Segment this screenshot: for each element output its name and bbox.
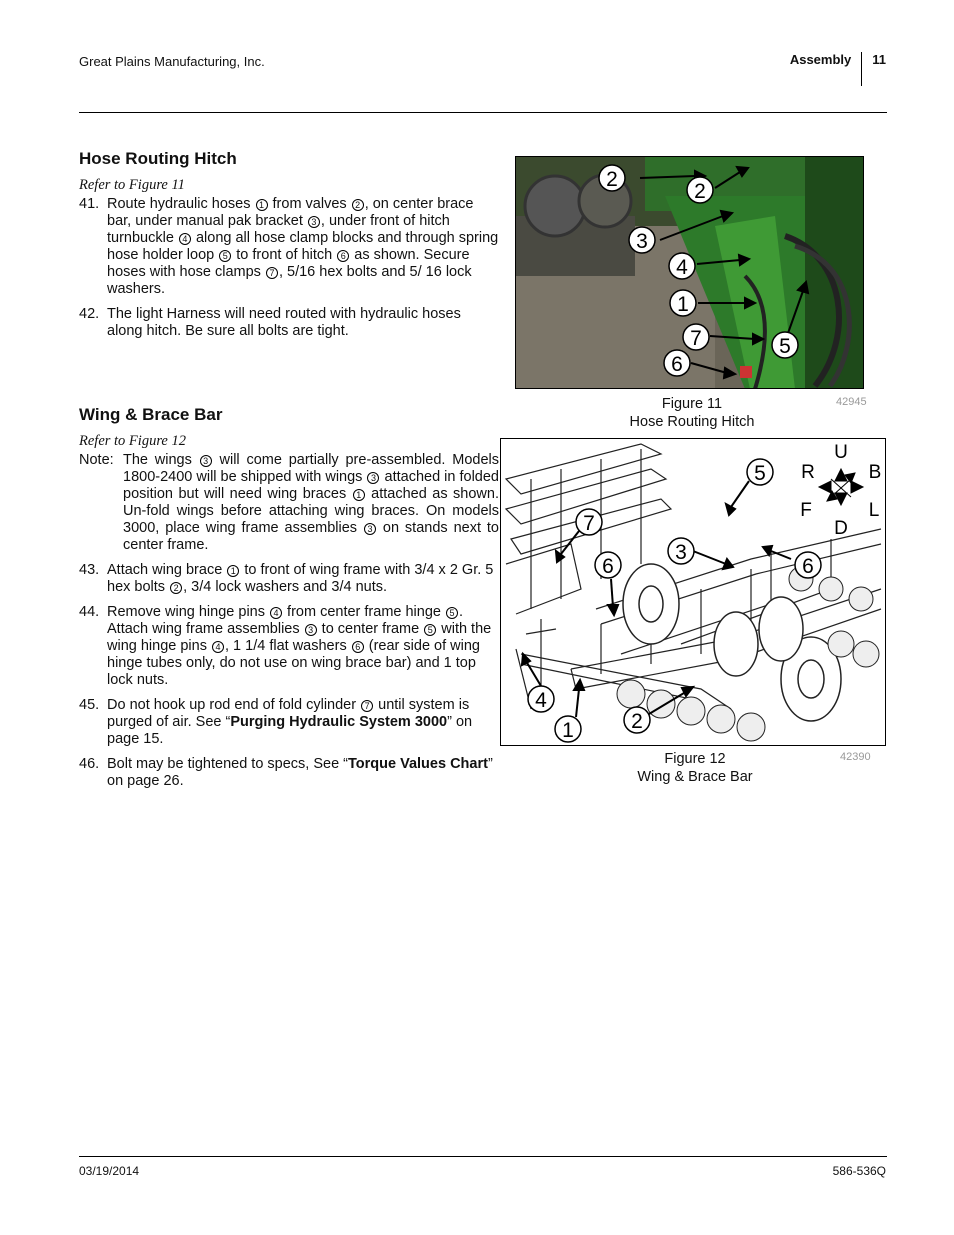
figure-11-border [515,156,864,389]
section-title: Hose Routing Hitch [79,149,237,168]
figure-11-number: 42945 [836,396,867,408]
figure-12-drawing [500,438,886,746]
header-section [790,52,886,86]
callout-6: 6 [602,555,614,578]
header-rule [79,112,887,113]
figure-reference: Refer to Figure 11 [79,177,185,193]
callout-2: 2 [606,168,618,191]
callout-3: 3 [675,541,687,564]
compass-lower-right: L [868,500,880,521]
callout-6: 6 [802,555,814,578]
figure-reference: Refer to Figure 12 [79,433,186,449]
figure-11-label: Figure 11 [661,396,723,412]
compass-down: D [834,518,848,539]
compass-front: F [800,500,812,521]
step-45: 45. Do not hook up rod end of fold cylinder 7 until system is purged of air. See “Purging Hydraulic System 3000” on page 15. [79,697,473,747]
section-wing-brace [79,406,499,798]
step-44: 44. Remove wing hinge pins 4 from center frame hinge 5 . Attach wing frame assemblies 3 to center frame 5 with the wing hinge pins 4 , 1 1/4 flat washers 6 (rear side of wing hinge tubes only, do not use on wing brace bar) and 1 top lock nuts. [79,604,492,688]
footer-doc-number: 586-536Q [832,1164,886,1178]
figure-12-title: Wing & Brace Bar [637,769,753,785]
compass-right: B [868,462,882,483]
step-43: 43. Attach wing brace 1 to front of wing frame with 3/4 x 2 Gr. 5 hex bolts 2 , 3/4 lock washers and 3/4 nuts. [79,562,494,595]
callout-3: 3 [636,230,648,253]
figure-12-caption [603,750,787,786]
step-41: 41. Route hydraulic hoses 1 from valves 2 , on center brace bar, under manual pak bracket 3 , under front of hitch turnbuckle 4 along all hose clamp blocks and through spring hose holder loop 5 to front of hitch 6 as shown. Secure hoses with hose clamps 7 , 5/16 hex bolts and 5/ 16 lock washers. [79,196,499,297]
section-title: Wing & Brace Bar [79,405,223,424]
figure-11-caption [600,395,784,431]
note: Note: The wings 3 will come partially pre-assembled. Models 1800-2400 will be shipped with wings 3 attached in folded position but will need wing braces 1 attached as shown. Un-fold wings before attaching wing braces. On models 3000, place wing frame assemblies 3 on stands next to center frame. [79,452,499,553]
figure-11-photo [515,156,864,389]
compass-left: R [801,462,815,483]
callout-2: 2 [631,710,643,733]
compass-up: U [834,442,848,463]
header-company: Great Plains Manufacturing, Inc. [79,54,265,69]
callout-1: 1 [562,719,574,742]
figure-12-label: Figure 12 [664,751,726,767]
callout-4: 4 [535,689,547,712]
section-name: Assembly [789,52,852,67]
figure-11-title: Hose Routing Hitch [629,414,755,430]
wing-brace-drawing [501,439,885,745]
callout-6: 6 [671,353,683,376]
callout-1: 1 [677,293,689,316]
figure-12-number: 42390 [840,751,871,763]
footer-date: 03/19/2014 [79,1164,140,1178]
compass-icon [800,442,881,539]
section-hose-routing [79,150,499,348]
callout-2: 2 [694,180,706,203]
callout-5: 5 [754,462,766,485]
footer-rule [79,1156,887,1157]
callout-5: 5 [779,335,791,358]
step-42: 42. The light Harness will need routed with hydraulic hoses along hitch. Be sure all bolts are tight. [79,306,461,339]
callout-7: 7 [690,327,702,350]
callout-4: 4 [676,256,688,279]
step-46: 46. Bolt may be tightened to specs, See “Torque Values Chart” on page 26. [79,756,493,789]
header-divider [861,52,862,86]
callout-7: 7 [583,512,595,535]
page-number: 11 [872,52,886,67]
